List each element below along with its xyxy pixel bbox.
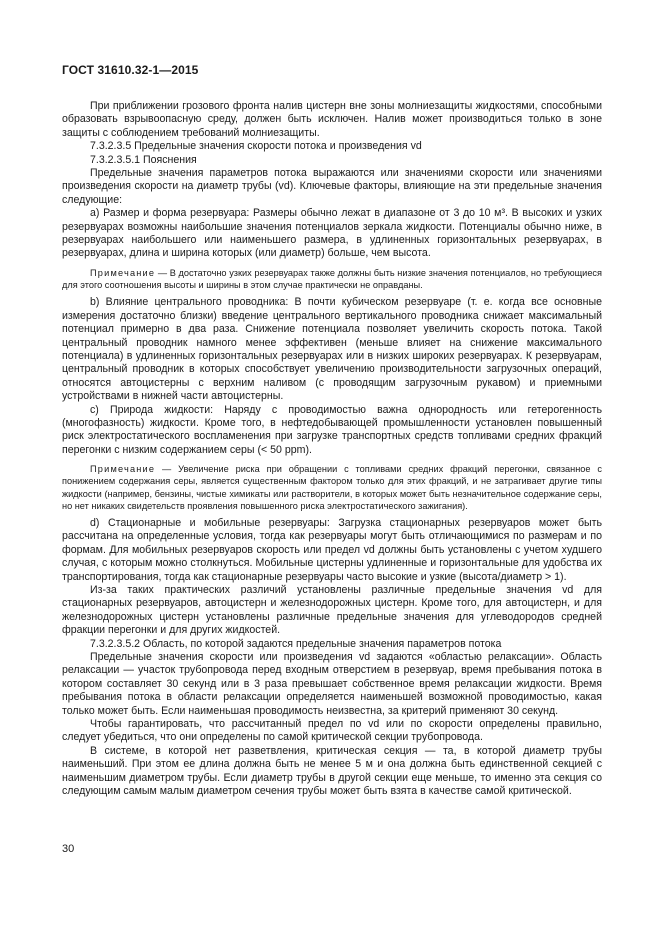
paragraph: Предельные значения параметров потока выражаются или значениями скорости или значениями произведения скорости на диаметр трубы (vd). Ключевые факторы, влияющие на эти предельные значения следующие: — [62, 167, 602, 206]
list-item-c: c) Природа жидкости: Наряду с проводимостью важна однородность или гетерогенность (многофазность) жидкости. Кроме того, в нефтедобывающей промышленности установлен повышенный риск электростатического воспламенения при загрузке транспортных средств топливами средних фракций перегонки с низким содержанием серы (< 50 ppm). — [62, 403, 603, 456]
list-item-b: b) Влияние центрального проводника: В почти кубическом резервуаре (т. е. когда все основные измерения достаточно близки) введение центрального вертикального проводника снижает максимальный потенциал примерно в два раза. Снижение потенциала позволяет увеличить скорость потока. Такой центральный проводник намного менее эффективен (меньше влияет на снижение максимального потенциала) в удлиненных горизонтальных резервуарах или в низких широких резервуарах. К резервуарам, центральный проводник в которых способствует увеличению производительности загрузочных операций, относятся автоцистерны с верхним наливом (с проводящим загрузочным рукавом) и приемными устройствами в нижней части автоцистерны. — [62, 296, 602, 403]
note-label: Примечание — [90, 464, 156, 475]
note-label: Примечание — [90, 267, 156, 278]
page-number: 30 — [62, 843, 75, 855]
section-heading: 7.3.2.3.5.2 Область, по которой задаются предельные значения параметров потока — [90, 637, 502, 650]
paragraph: При приближении грозового фронта налив цистерн вне зоны молниезащиты жидкостями, способными образовать взрывоопасную среду, должен быть исключен. Налив может производиться только в зоне защиты с соблюдением требований молниезащиты. — [62, 100, 602, 139]
section-heading: 7.3.2.3.5 Предельные значения скорости потока и произведения vd — [90, 140, 422, 153]
note — [62, 267, 602, 291]
document-header: ГОСТ 31610.32-1—2015 — [62, 63, 199, 77]
paragraph: В системе, в которой нет разветвления, критическая секция — та, в которой диаметр трубы наименьший. При этом ее длина должна быть не менее 5 м и она должна быть единственной секцией с наименьшим диаметром трубы. Если диаметр трубы в другой секции еще меньше, то именно эта секция со следующим самым малым диаметром сечения трубы может быть взята в качестве самой критической. — [62, 744, 602, 798]
note-text: — Увеличение риска при обращении с топливами средних фракций перегонки, связанное с понижением содержания серы, является существенным фактором только для этих фракций, и не затрагивает другие типы жидкости (например, бензины, чистые химикаты или растворители, в которых может быть незначительное содержание серы, но нет никаких свидетельств проявления повышенного риска электростатического зажигания). — [62, 464, 602, 511]
document-body — [62, 100, 602, 799]
subsection-heading: 7.3.2.3.5.1 Пояснения — [90, 153, 197, 166]
note-text: — В достаточно узких резервуарах также должны быть низкие значения потенциалов, но требующиеся для этого соотношения высоты и ширины в этом случае практически не оправданы. — [62, 267, 602, 291]
paragraph: Предельные значения скорости или произведения vd задаются «областью релаксации». Область релаксации — участок трубопровода перед входным отверстием в резервуар, время пребывания потока в котором составляет 30 секунд или в 3 раза превышает собственное время релаксации жидкости. Время пребывания потока в области релаксации определяется наименьшей возможной проводимостью, какая только может быть. Если наименьшая проводимость неизвестна, за критерий применяют 30 секунд. — [62, 651, 602, 717]
list-item-d: d) Стационарные и мобильные резервуары: Загрузка стационарных резервуаров может быть рассчитана на определенные условия, тогда как резервуары могут быть отличающимися по размерам и по формам. Для мобильных резервуаров скорость или предел vd должны быть установлены с учетом худшего случая, с которым можно столкнуться. Мобильные цистерны удлиненные и горизонтальные для удобства их транспортирования, тогда как стационарные резервуары часто высокие и узкие (высота/диаметр > 1). — [62, 516, 602, 583]
list-item-a: a) Размер и форма резервуара: Размеры обычно лежат в диапазоне от 3 до 10 м³. В высоких и узких резервуарах возможны наибольшие значения потенциалов зеркала жидкости. Потенциалы обычно ниже, в резервуарах наибольшего или наименьшего размера, в удлиненных горизонтальных резервуарах, в резервуарах, длина и ширина которых (или диаметр) больше, чем высота. — [62, 207, 602, 260]
paragraph: Из-за таких практических различий установлены различные предельные значения vd для стационарных резервуаров, автоцистерн и железнодорожных цистерн. Кроме того, для автоцистерн, и для железнодорожных цистерн установлены различные предельные значения для углеводородов средней фракции перегонки и для других жидкостей. — [62, 584, 602, 637]
paragraph: Чтобы гарантировать, что рассчитанный предел по vd или по скорости определены правильно, следует убедиться, что они определены по самой критической секции трубопровода. — [62, 718, 602, 744]
note — [62, 463, 602, 512]
